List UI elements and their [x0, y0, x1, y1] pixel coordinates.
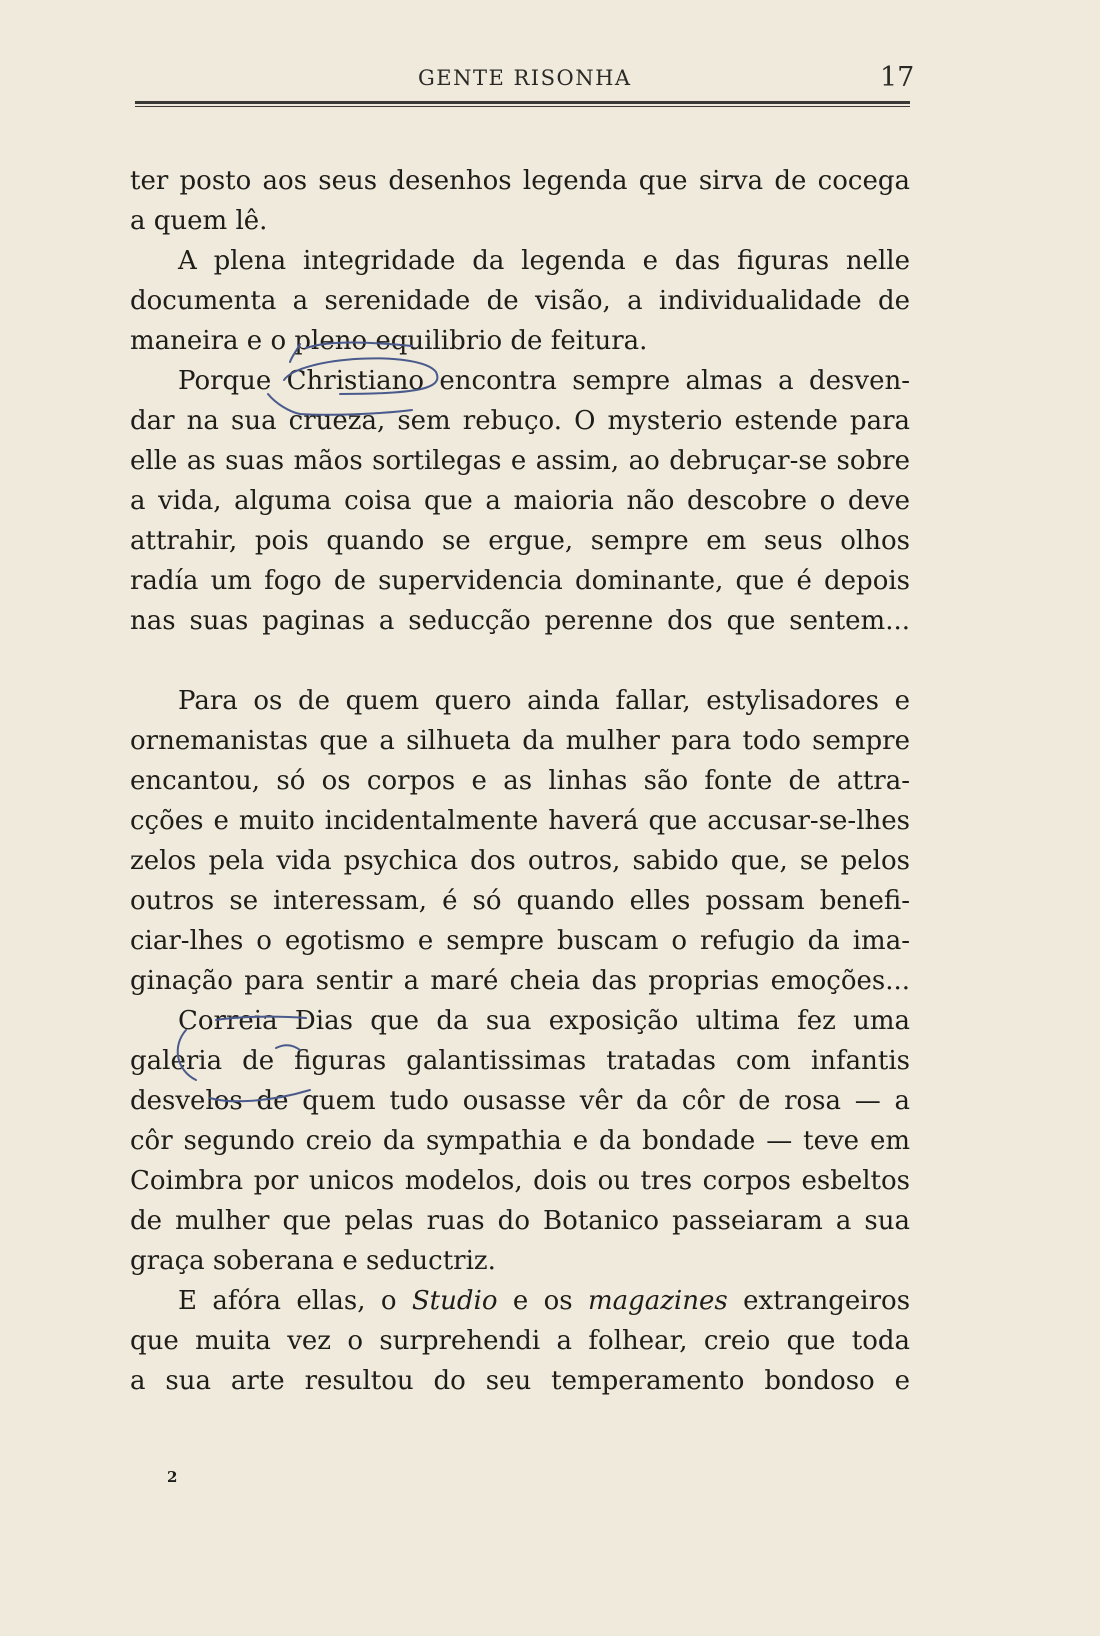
text-line: encantou, só os corpos e as linhas são fonte de attra- — [130, 766, 910, 796]
text-line: Coimbra por unicos modelos, dois ou tres corpos esbeltos — [130, 1166, 910, 1196]
text-line: Para os de quem quero ainda fallar, estylisadores e — [178, 686, 910, 716]
italic-term: Studio — [411, 1286, 498, 1316]
text-line: Correia Dias que da sua exposição ultima fez uma — [178, 1006, 910, 1036]
text-line: a vida, alguma coisa que a maioria não descobre o deve — [130, 486, 910, 516]
text-line: que muita vez o surprehendi a folhear, creio que toda — [130, 1326, 910, 1356]
text-line: cções e muito incidentalmente haverá que accusar-se-lhes — [130, 806, 910, 836]
text-line: outros se interessam, é só quando elles possam benefi- — [130, 886, 910, 916]
signature-mark: 2 — [167, 1468, 178, 1486]
text-line: nas suas paginas a seducção perenne dos que sentem... — [130, 606, 910, 636]
italic-term: magazines — [587, 1286, 728, 1316]
text-line: côr segundo creio da sympathia e da bondade — teve em — [130, 1126, 910, 1156]
text-line: a quem lê. — [130, 206, 268, 236]
text-line: zelos pela vida psychica dos outros, sabido que, se pelos — [130, 846, 910, 876]
page-number: 17 — [880, 62, 915, 93]
header-rule — [135, 101, 910, 104]
text-line: dar na sua crueza, sem rebuço. O mysterio estende para — [130, 406, 910, 436]
text-line: radía um fogo de supervidencia dominante, que é depois — [130, 566, 910, 596]
header-rule-thin — [135, 106, 910, 107]
text-line: E afóra ellas, o Studio e os magazines extrangeiros — [178, 1286, 911, 1316]
text-line: desvelos de quem tudo ousasse vêr da côr de rosa — a — [130, 1086, 910, 1116]
text-line: attrahir, pois quando se ergue, sempre em seus olhos — [130, 526, 910, 556]
text-line: documenta a serenidade de visão, a individualidade de — [130, 286, 910, 316]
text-line: A plena integridade da legenda e das figuras nelle — [178, 246, 910, 276]
text-line: maneira e o pleno equilibrio de feitura. — [130, 326, 648, 356]
text-line: de mulher que pelas ruas do Botanico passeiaram a sua — [130, 1206, 910, 1236]
text-line: galeria de figuras galantissimas tratadas com infantis — [130, 1046, 910, 1076]
text-line: graça soberana e seductriz. — [130, 1246, 496, 1276]
text-line: a sua arte resultou do seu temperamento bondoso e — [130, 1366, 910, 1396]
text-line: ter posto aos seus desenhos legenda que sirva de cocega — [130, 166, 910, 196]
text-line: ginação para sentir a maré cheia das proprias emoções... — [130, 966, 910, 996]
text-line: elle as suas mãos sortilegas e assim, ao debruçar-se sobre — [130, 446, 910, 476]
text-line: ciar-lhes o egotismo e sempre buscam o refugio da ima- — [130, 926, 910, 956]
text-line: ornemanistas que a silhueta da mulher para todo sempre — [130, 726, 910, 756]
running-title: GENTE RISONHA — [418, 66, 632, 90]
text-line: Porque Christiano encontra sempre almas a desven- — [178, 366, 910, 396]
